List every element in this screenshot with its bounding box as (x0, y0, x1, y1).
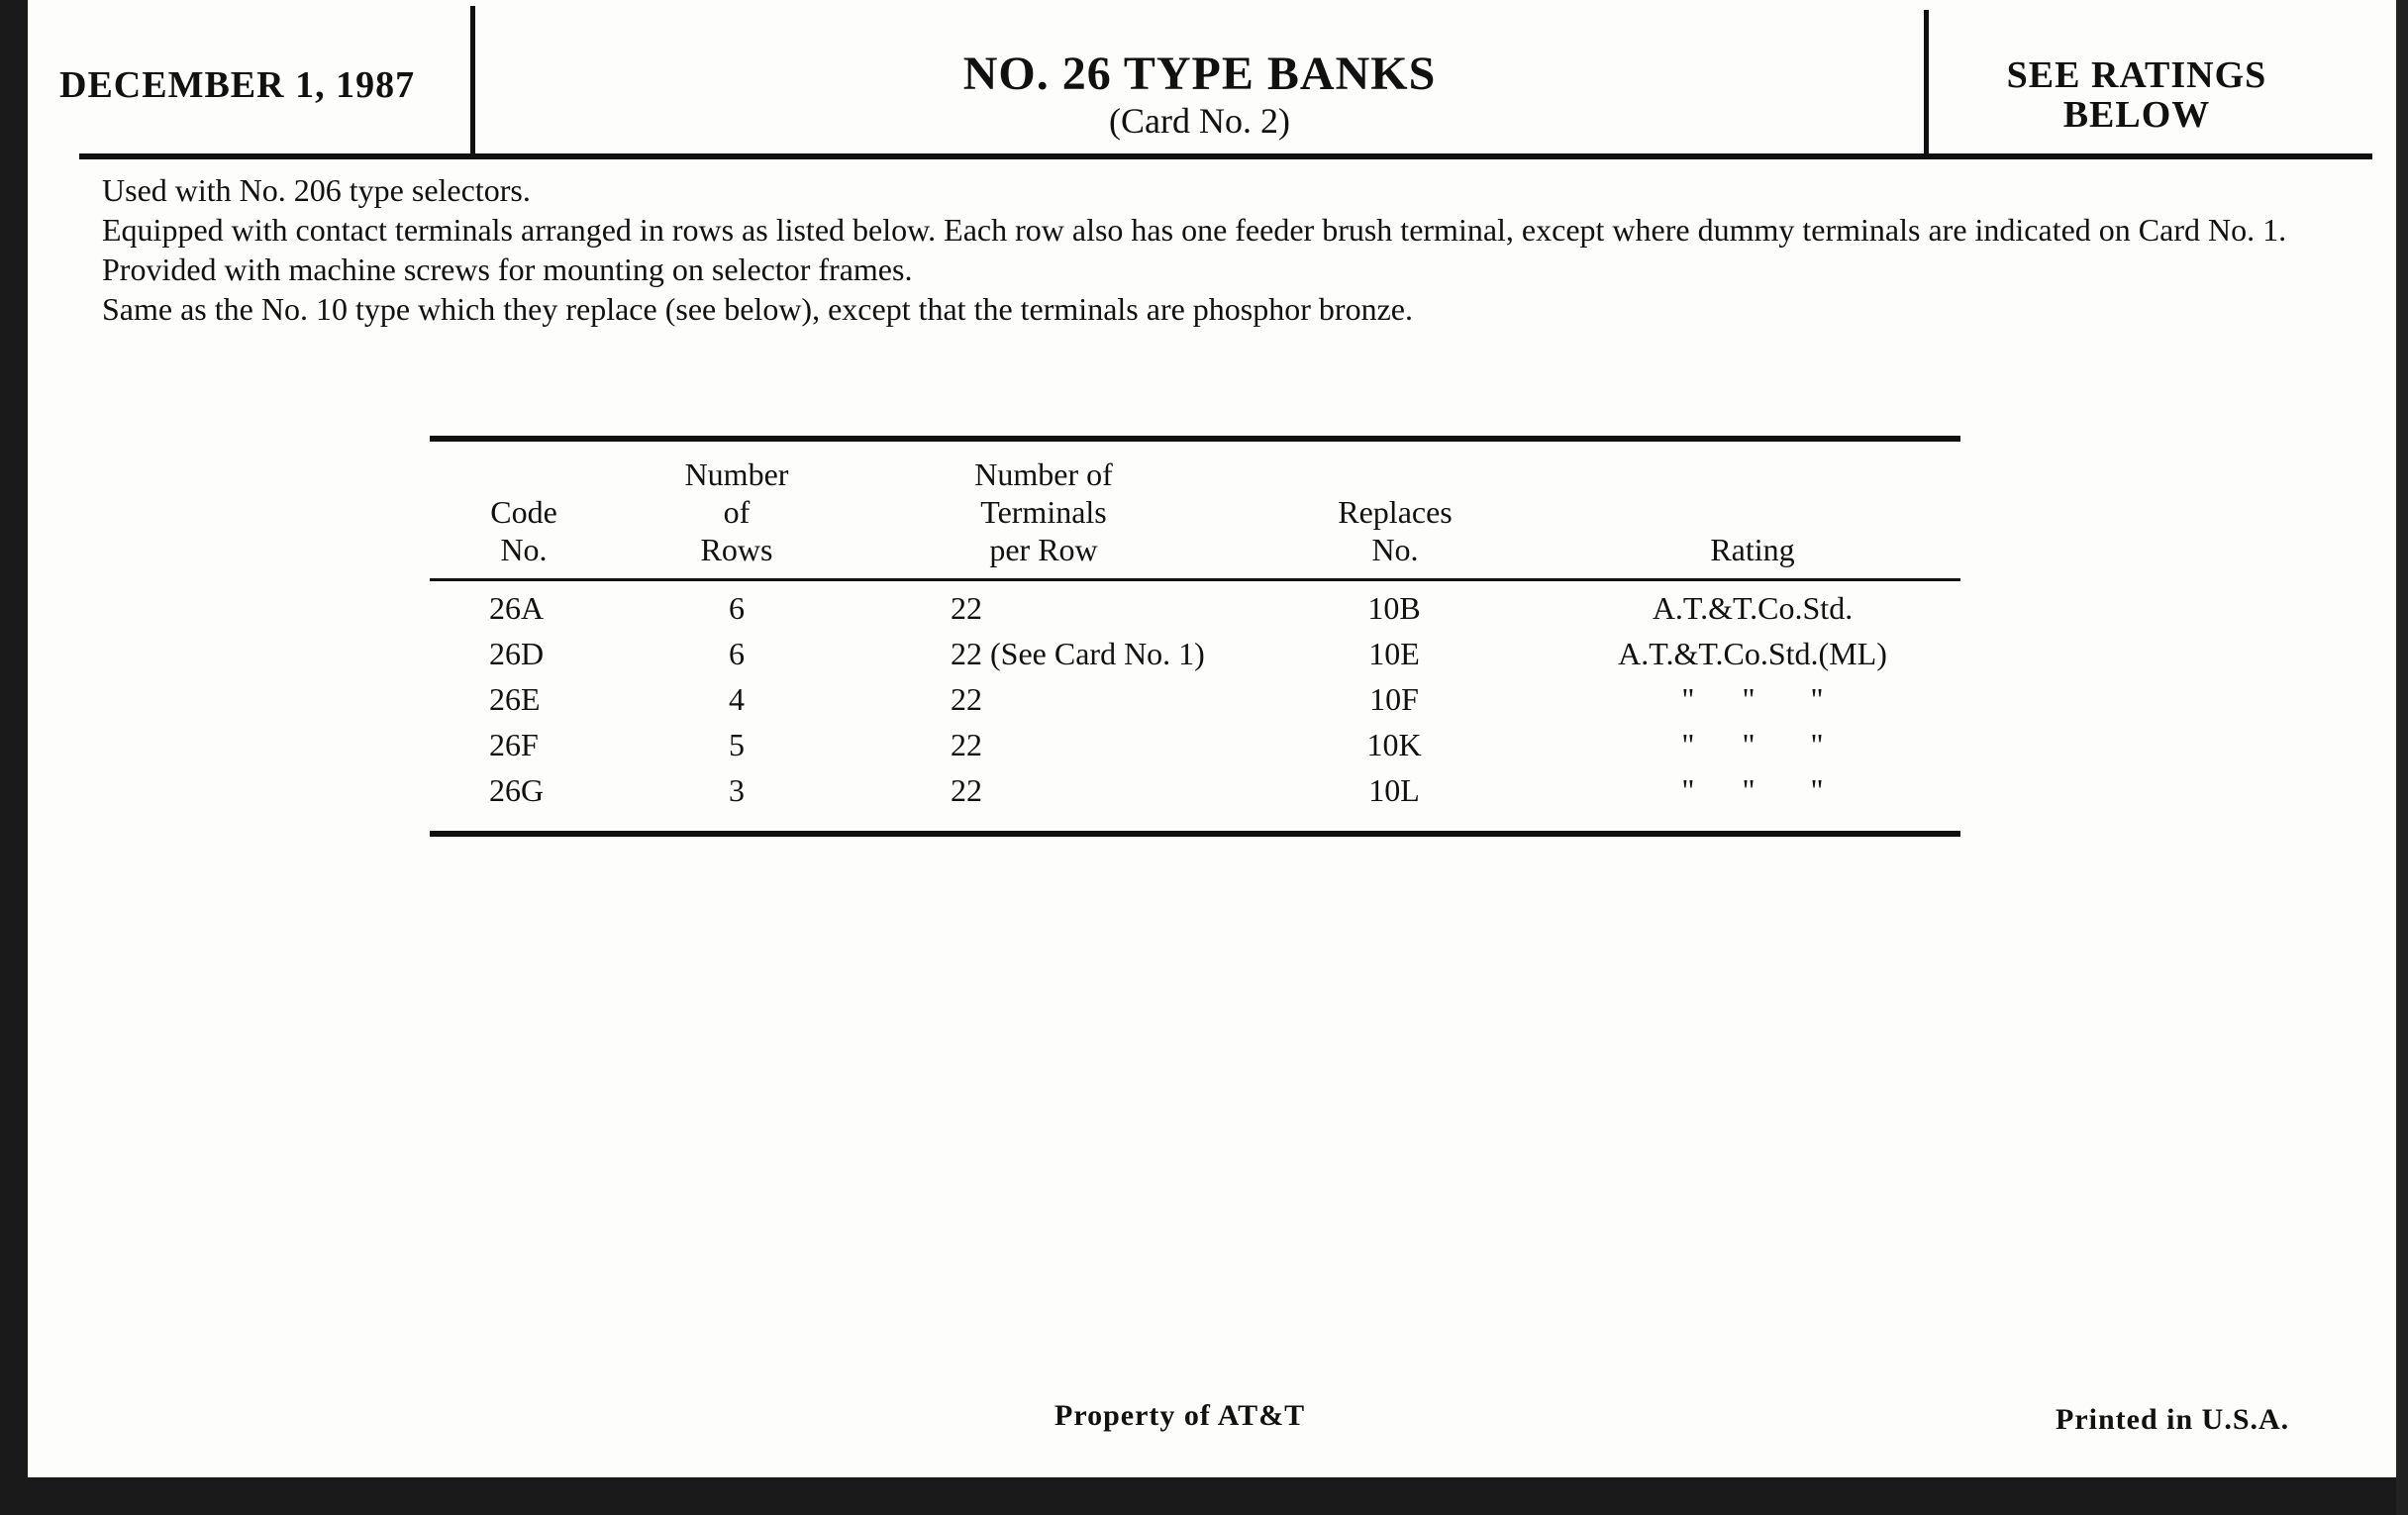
ratings-note (1929, 55, 2345, 135)
header-rule (79, 153, 2372, 159)
cell-code: 26D (489, 636, 545, 671)
cell-replaces: 10B (1367, 590, 1421, 626)
table-row (430, 631, 1960, 676)
header-code-line: Code (490, 494, 557, 530)
cell-terminals: 22 (951, 772, 982, 808)
header-rating (1535, 531, 1970, 568)
printed-notice: Printed in U.S.A. (2056, 1403, 2290, 1436)
header-rows (667, 455, 806, 568)
property-notice: Property of AT&T (1054, 1399, 1306, 1432)
cell-code: 26A (489, 590, 545, 626)
scan-edge (2396, 0, 2408, 1515)
cell-terminals: 22 (See Card No. 1) (951, 636, 1205, 671)
cell-terminals: 22 (951, 681, 982, 717)
header-terminals-line: Number of (974, 456, 1113, 492)
cell-code: 26G (489, 772, 545, 808)
cell-rating: " " " (1681, 772, 1824, 808)
cell-rating: " " " (1681, 681, 1824, 717)
description-paragraph: Provided with machine screws for mounting on selector frames. (102, 252, 913, 287)
cell-code: 26E (489, 681, 541, 717)
cell-rows: 6 (729, 636, 745, 671)
index-card (28, 0, 2408, 1477)
header-rows-line: Number (684, 456, 789, 492)
table-bottom-rule (430, 831, 1960, 837)
description-paragraph: Same as the No. 10 type which they replace (see below), except that the terminals are phosphor bronze. (102, 291, 1413, 327)
header-rating-line: Rating (1710, 532, 1795, 567)
cell-rows: 6 (729, 590, 745, 626)
table-body (430, 581, 1960, 813)
header-code-line: No. (500, 532, 548, 567)
cell-replaces: 10K (1366, 727, 1422, 762)
description-paragraph: Equipped with contact terminals arranged in rows as listed below. Each row also has one feeder brush terminal, except where dummy terminals are indicated on Card No. 1. (102, 212, 2287, 248)
header-replaces-line: No. (1371, 532, 1419, 567)
title-block (475, 48, 1924, 141)
cell-replaces: 10L (1368, 772, 1420, 808)
header-terminals-line: Terminals (980, 494, 1107, 530)
ratings-line-2: BELOW (2062, 94, 2211, 136)
cell-rating: " " " (1681, 727, 1824, 762)
bank-table (430, 436, 1960, 837)
table-header (430, 442, 1960, 574)
ratings-line-1: SEE RATINGS (2006, 54, 2267, 96)
table-row (430, 767, 1960, 813)
cell-replaces: 10E (1368, 636, 1420, 671)
header-replaces-line: Replaces (1338, 494, 1453, 530)
table-row (430, 585, 1960, 631)
header-terminals (945, 455, 1143, 568)
cell-terminals: 22 (951, 727, 982, 762)
description (102, 170, 2340, 329)
cell-rating: A.T.&T.Co.Std. (1652, 590, 1854, 626)
header-terminals-line: per Row (989, 532, 1098, 567)
cell-rating: A.T.&T.Co.Std.(ML) (1618, 636, 1887, 671)
description-paragraph: Used with No. 206 type selectors. (102, 172, 531, 208)
header-rows-line: Rows (700, 532, 773, 567)
header-rows-line: of (723, 494, 751, 530)
cell-rows: 5 (729, 727, 745, 762)
page-subtitle: (Card No. 2) (1109, 101, 1290, 141)
header-code (469, 493, 578, 568)
page-title: NO. 26 TYPE BANKS (962, 48, 1437, 100)
table-row (430, 722, 1960, 767)
cell-code: 26F (489, 727, 539, 762)
issue-date: DECEMBER 1, 1987 (59, 64, 416, 106)
cell-rows: 3 (729, 772, 745, 808)
cell-rows: 4 (729, 681, 745, 717)
cell-terminals: 22 (951, 590, 982, 626)
table-row (430, 676, 1960, 722)
cell-replaces: 10F (1369, 681, 1419, 717)
header-replaces (1321, 493, 1469, 568)
